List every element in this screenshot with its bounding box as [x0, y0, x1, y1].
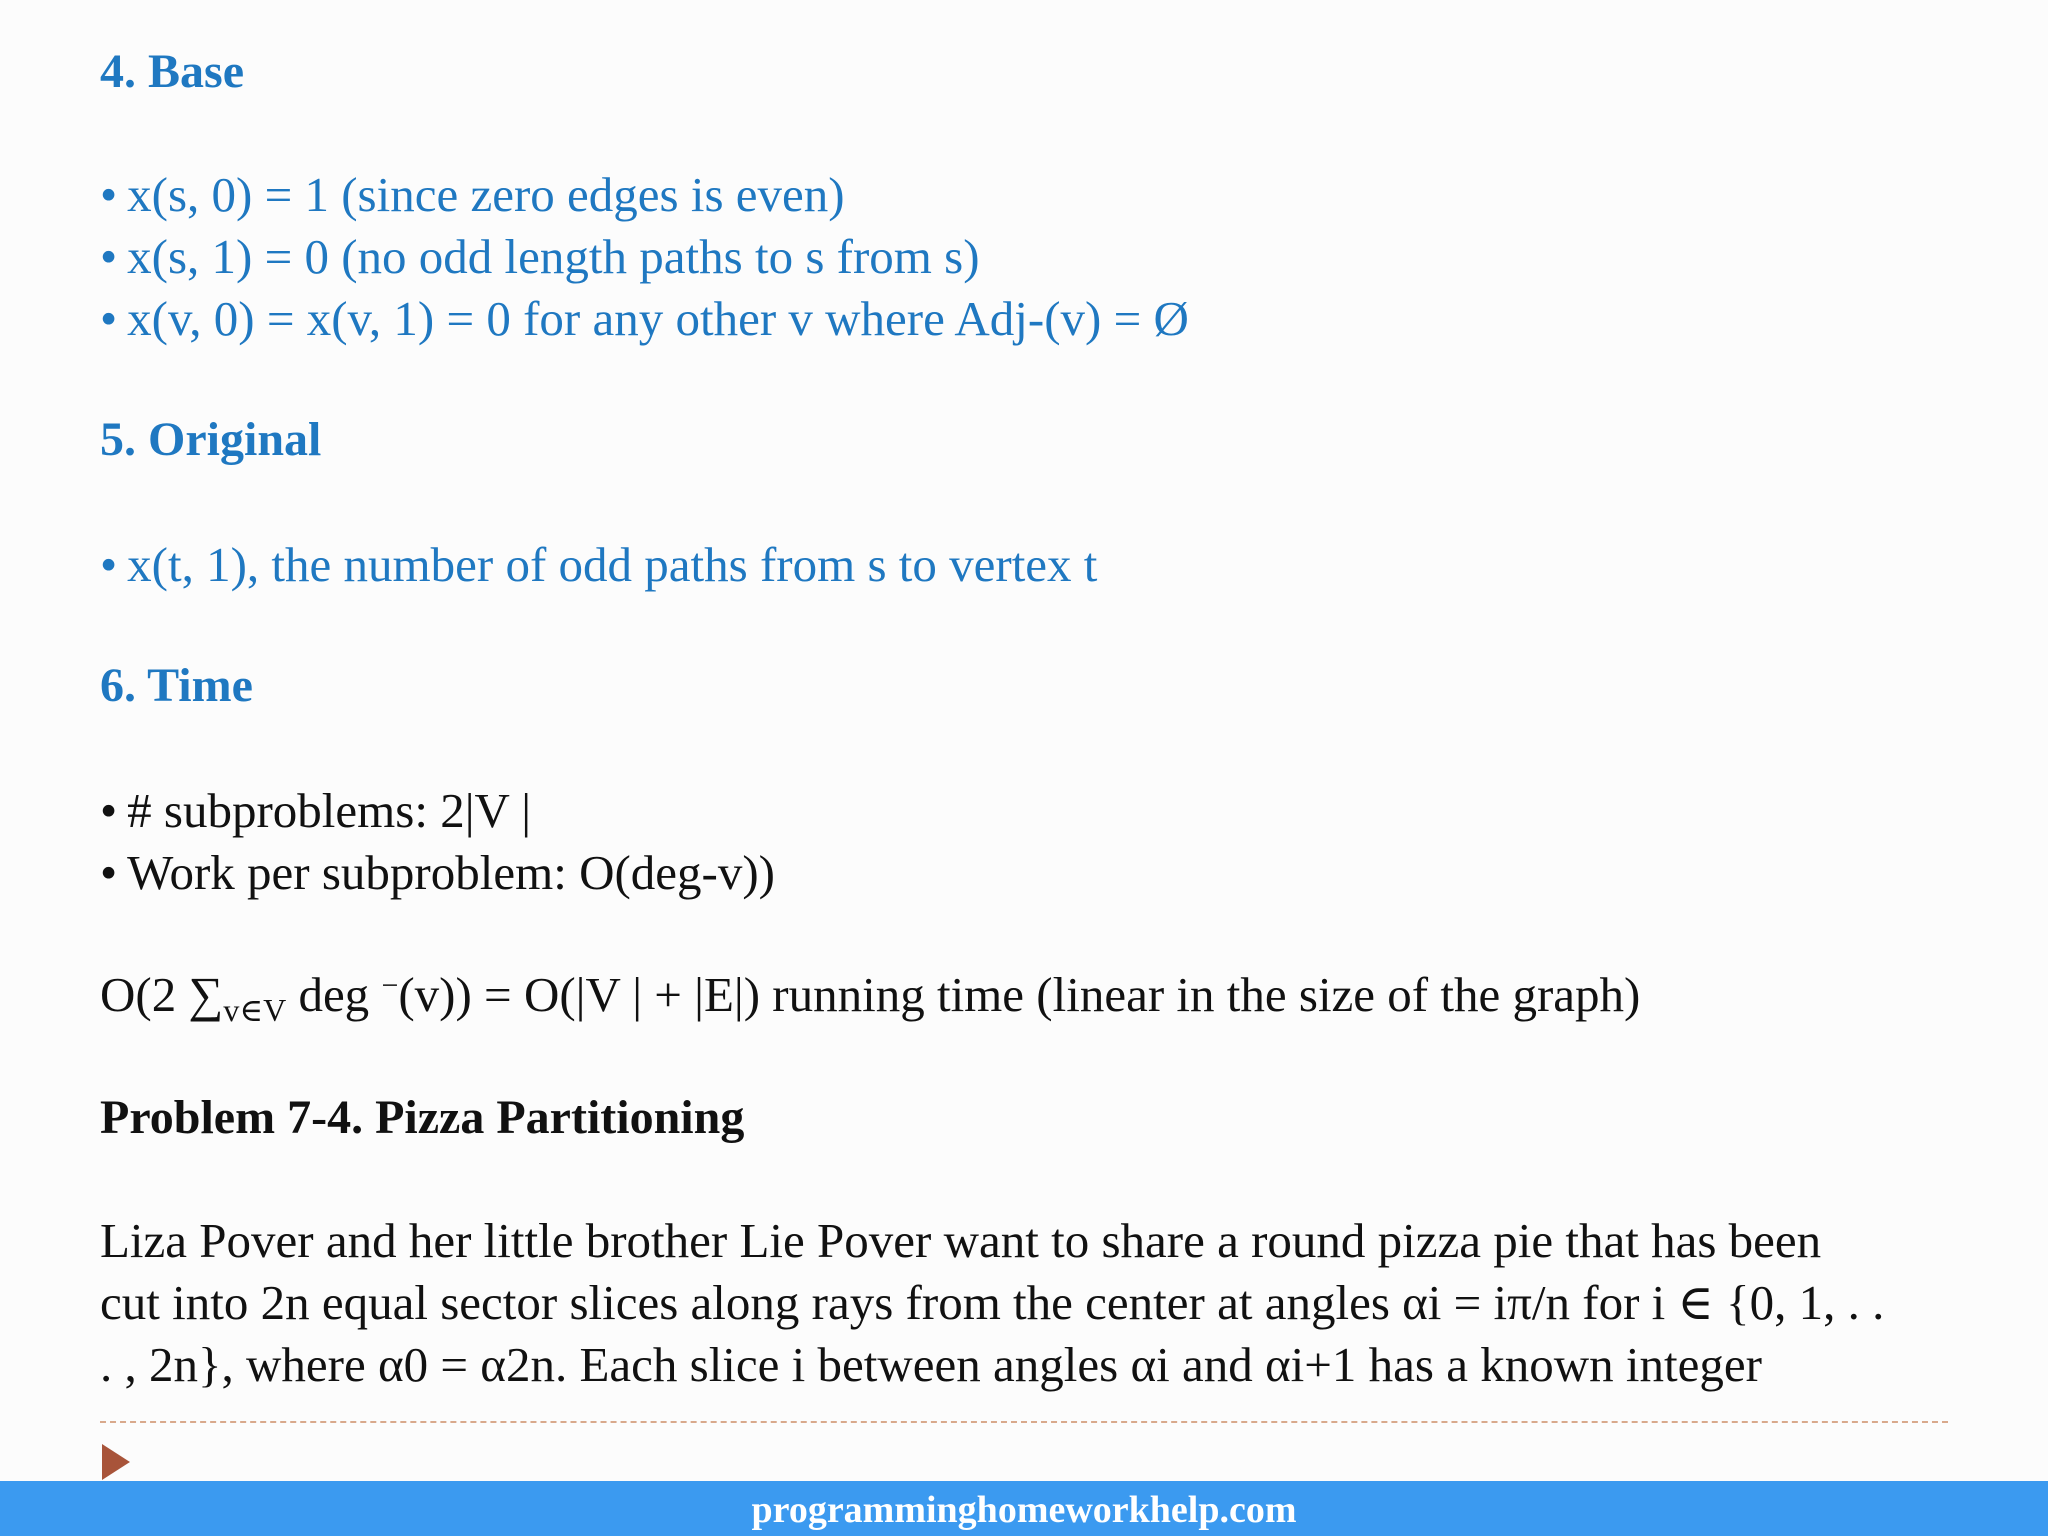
bullet-item — [100, 845, 775, 900]
bullet-item — [100, 537, 1098, 592]
running-time-formula — [100, 967, 1641, 1028]
formula-prefix: O(2 ∑ — [100, 967, 224, 1022]
formula-middle: deg — [286, 967, 382, 1022]
section-heading-original: 5. Original — [100, 413, 322, 466]
bullet-item — [100, 291, 1189, 346]
problem-title: Problem 7-4. Pizza Partitioning — [100, 1091, 745, 1144]
section-heading-base: 4. Base — [100, 45, 244, 98]
paragraph-line: Liza Pover and her little brother Lie Pover want to share a round pizza pie that has been — [100, 1213, 1822, 1268]
bullet-glyph: • — [100, 845, 118, 900]
formula-subscript: v∈V — [223, 992, 287, 1028]
formula-superscript: − — [381, 969, 399, 1002]
bullet-glyph: • — [100, 783, 118, 838]
section-heading-time: 6. Time — [100, 659, 253, 712]
bullet-glyph: • — [100, 167, 118, 222]
bullet-glyph: • — [100, 537, 118, 592]
bullet-glyph: • — [100, 291, 118, 346]
formula-suffix: (v)) = O(|V | + |E|) running time (linear in the size of the graph) — [398, 967, 1641, 1022]
paragraph-line: cut into 2n equal sector slices along rays from the center at angles αi = iπ/n for i ∈ {0, 1, . . — [100, 1275, 1885, 1330]
dashed-divider — [100, 1421, 1948, 1423]
footer-website: programminghomeworkhelp.com — [751, 1489, 1297, 1531]
bullet-text: Work per subproblem: O(deg-v)) — [127, 845, 775, 900]
bullet-text: x(s, 0) = 1 (since zero edges is even) — [127, 167, 845, 222]
paragraph-line: . , 2n}, where α0 = α2n. Each slice i between angles αi and αi+1 has a known integer — [100, 1337, 1762, 1392]
bullet-item — [100, 167, 845, 222]
bullet-item — [100, 229, 980, 284]
bullet-text: x(s, 1) = 0 (no odd length paths to s from s) — [127, 229, 980, 284]
bullet-text: x(v, 0) = x(v, 1) = 0 for any other v where Adj-(v) = Ø — [127, 291, 1189, 346]
bullet-text: x(t, 1), the number of odd paths from s to vertex t — [127, 537, 1098, 592]
bullet-text: # subproblems: 2|V | — [127, 783, 532, 838]
bullet-glyph: • — [100, 229, 118, 284]
bullet-item — [100, 783, 532, 838]
play-arrow-icon — [102, 1444, 130, 1480]
footer-bar — [0, 1481, 2048, 1536]
problem-paragraph — [100, 1210, 1980, 1396]
